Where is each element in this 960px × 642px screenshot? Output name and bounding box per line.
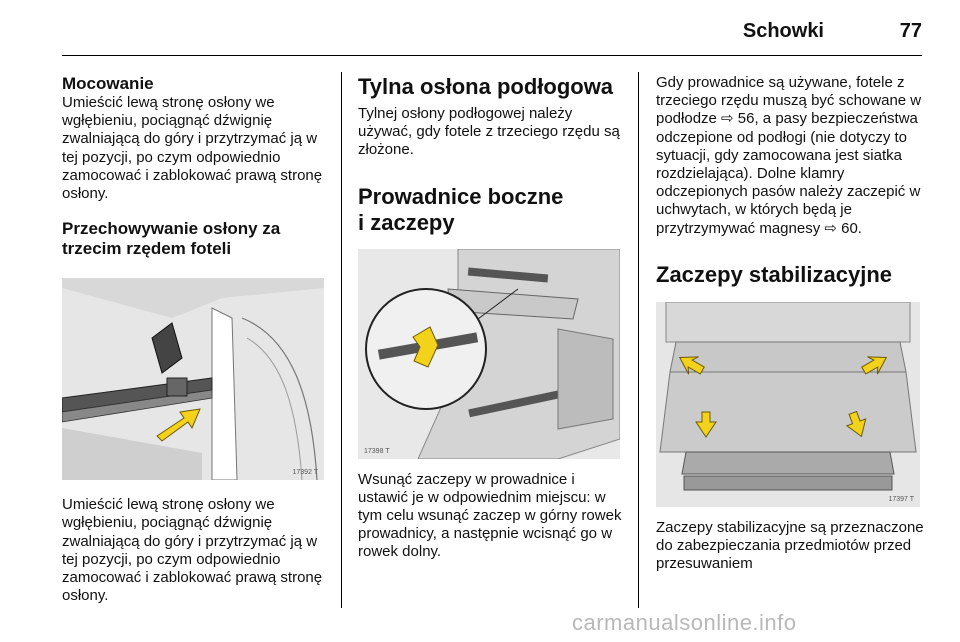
figure-label: 17397 T <box>888 495 914 503</box>
paragraph-rails-usage: Gdy prowadnice są używane, fotele z trzeciego rzędu muszą być schowane w podłodze ⇨ 56, a pasy bezpieczeństwa odczepione od podłogi (nie dotyczy to sytuacji, gdy zamocowana jest siatka rozdzielająca). Dolne klamry odczepionych pasów należy zaczepić w uchwytach, w których będą je przytrzymywać magnesy ⇨ 60. <box>656 74 922 237</box>
figure-label: 17392 T <box>292 469 318 477</box>
paragraph-side-rails: Wsunąć zaczepy w prowadnice i ustawić je w odpowiednim miejscu: w tym celu wsunąć zaczep w górny rowek prowadnicy, a następnie wcisnąć go w rowek dolny. <box>358 470 622 561</box>
column-left <box>62 74 328 605</box>
page-number: 77 <box>899 20 922 42</box>
watermark: carmanualsonline.info <box>572 610 797 635</box>
title-side-rails-line2: i zaczepy <box>358 209 455 235</box>
header-divider <box>62 55 922 56</box>
title-floor-cover: Tylna osłona podłogowa <box>358 74 614 99</box>
figure-cover-storage-drawing <box>62 278 324 480</box>
paragraph-stabilizers: Zaczepy stabilizacyjne są przeznaczone do zabezpieczania przedmiotów przed przesuwaniem <box>656 518 924 573</box>
column-divider-2 <box>638 72 639 608</box>
paragraph-storage: Umieścić lewą stronę osłony we wgłębieniu, pociągnąć dźwignię zwalniającą do góry i przytrzymać ją w tej pozycji, po czym odpowiednio zamocować i zablokować prawą stronę osłony. <box>62 496 323 605</box>
heading-storage: Przechowywanie osłony za trzecim rzędem foteli <box>62 219 281 259</box>
paragraph-mounting: Umieścić lewą stronę osłony we wgłębieniu, pociągnąć dźwignię zwalniającą do góry i przytrzymać ją w tej pozycji, po czym odpowiednio zamocować i zablokować prawą stronę osłony. <box>62 94 323 203</box>
column-middle <box>358 74 624 562</box>
title-side-rails-line1: Prowadnice boczne <box>358 183 564 209</box>
column-divider-1 <box>341 72 342 608</box>
page-header <box>62 0 922 56</box>
figure-side-rails-drawing <box>358 249 620 459</box>
figure-cover-storage <box>62 278 324 480</box>
title-stabilizers: Zaczepy stabilizacyjne <box>656 261 892 287</box>
heading-mocowanie: Mocowanie <box>62 74 154 93</box>
figure-label: 17398 T <box>364 447 390 455</box>
figure-stabilizers <box>656 302 920 507</box>
column-right <box>656 74 924 573</box>
paragraph-floor-cover: Tylnej osłony podłogowej należy używać, gdy fotele z trzeciego rzędu są złożone. <box>358 105 620 159</box>
figure-stabilizers-drawing <box>656 302 920 507</box>
section-title: Schowki <box>742 20 824 42</box>
figure-side-rails <box>358 249 620 459</box>
